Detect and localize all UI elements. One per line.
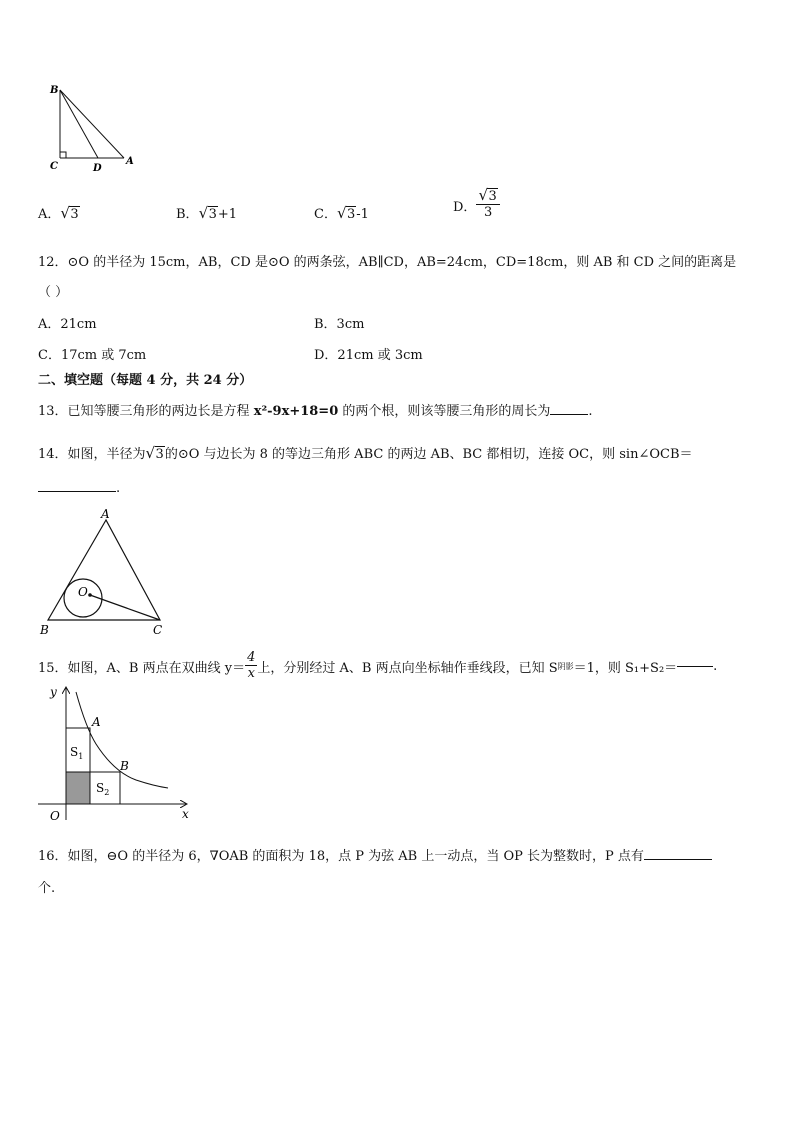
q16-question-line2: 个. — [38, 881, 56, 896]
numerator: 4 — [247, 650, 256, 665]
q13-question — [38, 400, 593, 419]
option-c-label: C． — [314, 207, 337, 222]
q15-mid: 上，分别经过 A、B 两点向坐标轴作垂线段，已知 S — [257, 660, 558, 676]
radicand: 3 — [488, 189, 497, 204]
label-a: A — [101, 508, 110, 521]
fraction-4-over-x — [245, 651, 257, 682]
q15-prefix: 15．如图，A、B 两点在双曲线 y＝ — [38, 660, 246, 676]
sqrt-3: √ 3 — [60, 204, 79, 222]
q12-option-b[interactable]: B．3cm — [314, 317, 365, 332]
q11-option-c[interactable] — [314, 203, 369, 222]
q12-option-d[interactable]: D．21cm 或 3cm — [314, 348, 423, 363]
option-c-suffix: -1 — [356, 207, 369, 222]
label-s2: $S_2$ — [96, 781, 110, 797]
q14-prefix: 14．如图，半径为 — [38, 447, 146, 462]
fraction-sqrt3-over-3 — [476, 186, 499, 221]
label-o: O — [78, 585, 88, 599]
label-c: C — [50, 161, 58, 172]
sqrt-3: √ 3 — [336, 204, 356, 222]
q12-option-a[interactable]: A．21cm — [38, 317, 97, 332]
q12-option-c[interactable]: C．17cm 或 7cm — [38, 348, 147, 363]
q14-question — [38, 443, 693, 462]
shaded-region — [66, 772, 90, 804]
label-a: A — [126, 156, 134, 167]
q12-question-line2: （ ） — [38, 285, 69, 300]
option-a-label: A． — [38, 207, 61, 222]
section-heading: 二、填空题（每题 4 分，共 24 分） — [38, 373, 253, 388]
q11-triangle-figure — [40, 80, 150, 180]
q13-prefix: 13．已知等腰三角形的两边长是方程 — [38, 404, 254, 419]
q16-question-line1 — [38, 845, 712, 864]
q14-triangle-circle-figure — [36, 508, 176, 640]
q14-suffix: 的⊙O 与边长为 8 的等边三角形 ABC 的两边 AB、BC 都相切，连接 OC，则 sin∠OCB＝ — [164, 447, 693, 462]
label-b: B — [40, 623, 49, 637]
q14-answer-blank[interactable] — [38, 490, 116, 492]
label-c: C — [153, 623, 163, 637]
q14-answer-line — [38, 481, 120, 496]
option-d-label: D． — [453, 199, 477, 215]
q11-option-a[interactable] — [38, 203, 80, 222]
option-b-label: B． — [176, 207, 199, 222]
label-d: D — [93, 163, 102, 174]
q15-answer-blank[interactable] — [677, 665, 713, 667]
q15-subscript: 阴影 — [557, 661, 574, 671]
q11-option-b[interactable] — [176, 203, 237, 222]
radicand: 3 — [70, 207, 79, 222]
q13-suffix: 的两个根，则该等腰三角形的周长为 — [338, 404, 551, 419]
q12-question-line1: 12．⊙O 的半径为 15cm，AB，CD 是⊙O 的两条弦，AB∥CD，AB=24cm，CD=18cm，则 AB 和 CD 之间的距离是 — [38, 255, 737, 270]
q13-end: . — [588, 404, 593, 419]
label-x: x — [182, 807, 189, 821]
label-a: A — [92, 715, 101, 729]
sqrt-3: √ 3 — [198, 204, 217, 222]
radicand: 3 — [346, 207, 356, 222]
q15-question — [38, 651, 717, 682]
q15-hyperbola-figure — [36, 684, 196, 826]
sqrt-3: √ 3 — [478, 186, 497, 204]
label-b: B — [50, 85, 59, 96]
label-s1: $S_1$ — [70, 745, 84, 761]
radicand: 3 — [208, 207, 217, 222]
q14-end: . — [116, 481, 121, 496]
q13-answer-blank[interactable] — [550, 413, 588, 415]
denominator: 3 — [483, 205, 493, 221]
sqrt-3: √ 3 — [145, 444, 164, 462]
q15-suffix: ＝1，则 S₁+S₂＝ — [573, 660, 678, 676]
q11-option-d[interactable] — [453, 186, 500, 221]
radicand: 3 — [155, 447, 164, 462]
right-angle-mark — [60, 152, 66, 158]
label-o: O — [50, 809, 60, 823]
label-b: B — [120, 759, 129, 773]
q16-text: 16．如图，⊖O 的半径为 6，∇OAB 的面积为 18，点 P 为弦 AB 上一动点，当 OP 长为整数时，P 点有 — [38, 849, 644, 864]
denominator: x — [247, 666, 255, 682]
option-b-suffix: +1 — [217, 207, 238, 222]
q15-end: . — [713, 658, 718, 674]
q16-answer-blank[interactable] — [644, 858, 712, 860]
segment-oc — [90, 595, 160, 620]
q13-equation: x²-9x+18=0 — [253, 404, 339, 419]
label-y: y — [50, 685, 57, 699]
